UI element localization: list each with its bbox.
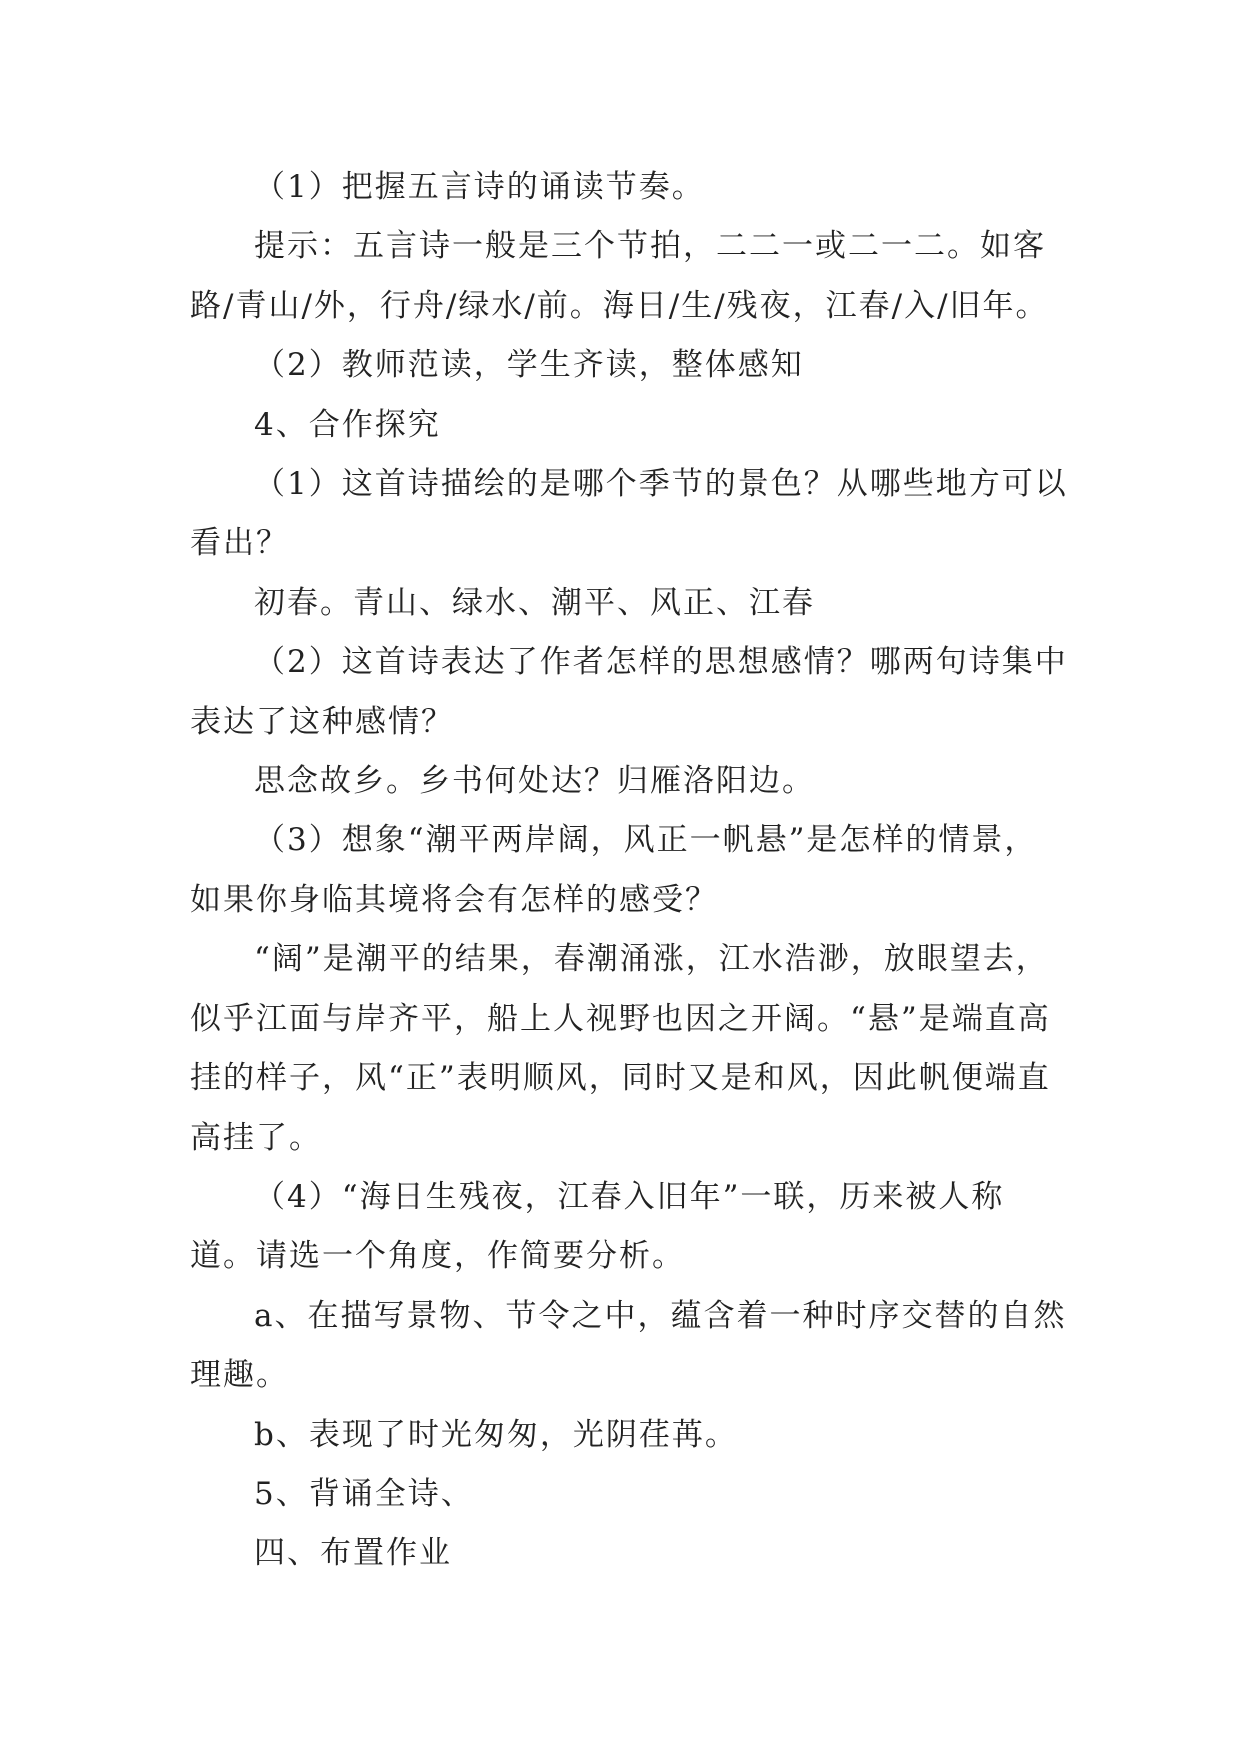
paragraph-hint: 提示：五言诗一般是三个节拍，二二一或二一二。如客路/青山/外，行舟/绿水/前。海日/生/残夜，江春/入/旧年。 xyxy=(190,228,1049,324)
document-body xyxy=(190,158,1070,1584)
question-analysis: （4）“海日生残夜，江春入旧年”一联，历来被人称道。请选一个角度，作简要分析。 xyxy=(190,1178,1005,1275)
question-emotion: （2）这首诗表达了作者怎样的思想感情？哪两句诗集中表达了这种感情？ xyxy=(190,644,1068,740)
section-heading-homework: 四、布置作业 xyxy=(254,1535,452,1572)
answer-analysis-b: b、表现了时光匆匆，光阴荏苒。 xyxy=(254,1416,738,1453)
answer-season: 初春。青山、绿水、潮平、风正、江春 xyxy=(254,584,815,621)
answer-imagine-scene: “阔”是潮平的结果，春潮涌涨，江水浩渺，放眼望去，似乎江面与岸齐平，船上人视野也因之开阔。“悬”是端直高挂的样子，风“正”表明顺风，同时又是和风，因此帆便端直高挂了。 xyxy=(190,941,1051,1156)
paragraph-reading-rhythm: （1）把握五言诗的诵读节奏。 xyxy=(254,169,705,205)
section-heading-recite: 5、背诵全诗、 xyxy=(254,1475,474,1512)
section-heading-cooperative-inquiry: 4、合作探究 xyxy=(254,406,441,443)
answer-analysis-a: a、在描写景物、节令之中，蕴含着一种时序交替的自然理趣。 xyxy=(190,1297,1067,1394)
answer-emotion: 思念故乡。乡书何处达？归雁洛阳边。 xyxy=(254,763,815,800)
question-season: （1）这首诗描绘的是哪个季节的景色？从哪些地方可以看出？ xyxy=(190,466,1068,562)
paragraph-teacher-reading: （2）教师范读，学生齐读，整体感知 xyxy=(254,347,804,384)
question-imagine-scene: （3）想象“潮平两岸阔，风正一帆悬”是怎样的情景，如果你身临其境将会有怎样的感受？ xyxy=(190,822,1038,918)
